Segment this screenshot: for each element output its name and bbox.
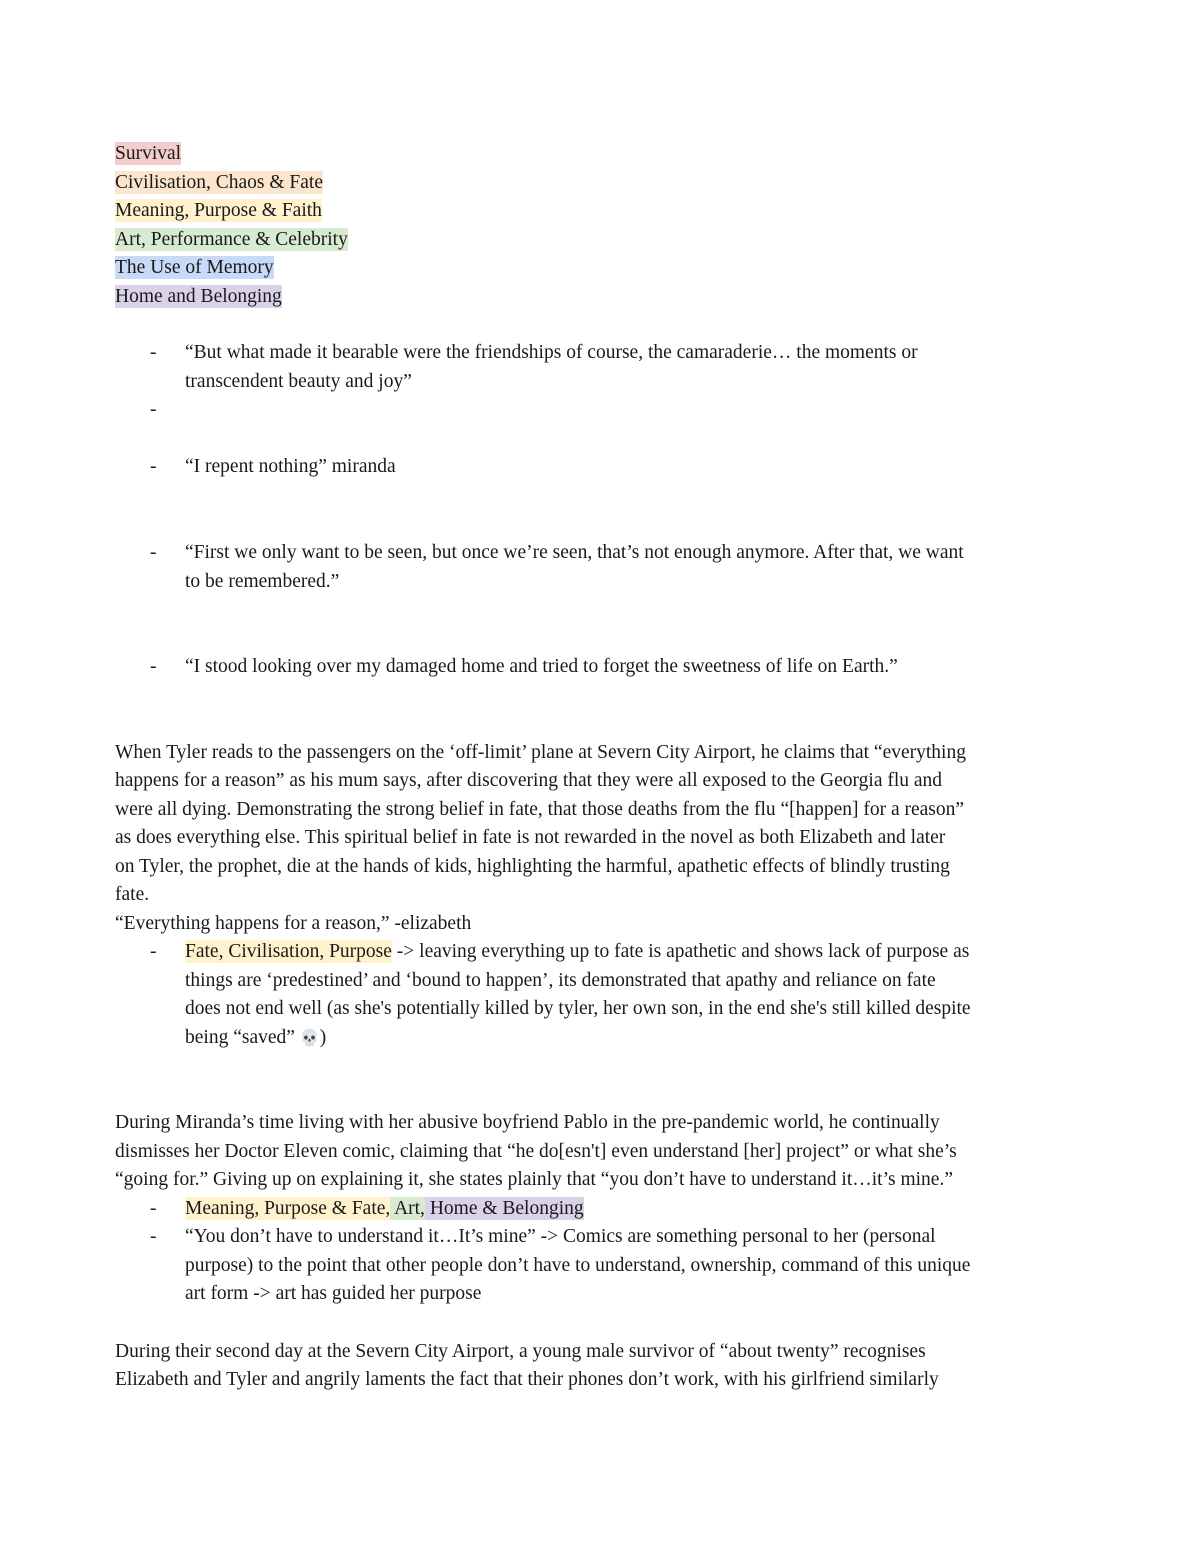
bullet-dash: -	[150, 342, 157, 363]
theme-art: Art, Performance & Celebrity	[115, 228, 348, 250]
paragraph-tyler: When Tyler reads to the passengers on the ‘off-limit’ plane at Severn City Airport, he claims that “everything happens for a reason” as his mum says, after discovering that they were all exposed to the Georgia flu and were all dying. Demonstrating the strong belief in fate, that those deaths from the flu “[happen] for a reason” as does everything else. This spiritual belief in fate is not rewarded in the novel as both Elizabeth and later on Tyler, the prophet, die at the hands of kids, highlighting the harmful, apathetic effects of blindly trusting fate. “Everything happens for a reason,” -elizabeth - Fate, Civilisation, Purpose -> leaving everything up to fate is apathetic and shows lack of purpose as things are ‘predestined’ and ‘bound to happen’, its demonstrated that apathy and reliance on fate does not end well (as she's potentially killed by tyler, her own son, in the end she's still killed despite being “saved” 💀)	[115, 739, 1075, 1053]
bullet-dash: -	[150, 455, 157, 477]
bullet-dash: -	[150, 941, 157, 962]
theme-legend	[115, 140, 1075, 311]
theme-tag: Home & Belonging	[424, 1197, 584, 1219]
theme-tag: Art,	[390, 1197, 425, 1219]
theme-memory: The Use of Memory	[115, 257, 274, 278]
list-item	[115, 396, 1075, 425]
list-item: - “But what made it bearable were the friendships of course, the camaraderie… the moments or transcendent beauty and joy”	[115, 339, 1075, 396]
bullet-dash: -	[150, 1226, 157, 1247]
theme-tag: Meaning, Purpose & Fate,	[185, 1197, 391, 1219]
list-item: - “First we only want to be seen, but once we’re seen, that’s not enough anymore. After that, we want to be remembered.”	[115, 539, 1075, 596]
theme-survival: Survival	[115, 143, 182, 164]
paragraph-airport: During their second day at the Severn City Airport, a young male survivor of “about twenty” recognises Elizabeth and Tyler and angrily laments the fact that their phones don’t work, with his girlfriend similarly	[115, 1340, 939, 1390]
bullet-dash: -	[150, 656, 157, 677]
quote-line: “Everything happens for a reason,” -elizabeth	[115, 912, 472, 934]
list-item: - “I stood looking over my damaged home and tried to forget the sweetness of life on Earth.”	[115, 653, 1075, 682]
list-item: - Fate, Civilisation, Purpose -> leaving everything up to fate is apathetic and shows lack of purpose as things are ‘predestined’ and ‘bound to happen’, its demonstrated that apathy and reliance on fate does not end well (as she's potentially killed by tyler, her own son, in the end she's still killed despite being “saved” 💀)	[115, 938, 1075, 1052]
skull-icon: 💀	[299, 1027, 320, 1047]
bullet-dash: -	[150, 399, 157, 420]
paragraph-miranda: During Miranda’s time living with her abusive boyfriend Pablo in the pre-pandemic world, he continually dismisses her Doctor Eleven comic, claiming that “he do[esn't] even understand [her] project” or what she’s “going for.” Giving up on explaining it, she states plainly that “you don’t have to understand it…it’s mine.” - Meaning, Purpose & Fate, Art, Home & Belonging - “You don’t have to understand it…It’s mine” -> Comics are something personal to her (personal purpose) to the point that other people don’t have to understand, ownership, command of this unique art form -> art has guided her purpose	[115, 1109, 1075, 1309]
list-item: - “You don’t have to understand it…It’s mine” -> Comics are something personal to her (personal purpose) to the point that other people don’t have to understand, ownership, command of this unique art form -> art has guided her purpose	[115, 1223, 1075, 1309]
bullet-dash: -	[150, 542, 157, 563]
bullet-dash: -	[150, 1197, 157, 1219]
document-page	[115, 140, 1075, 1395]
theme-meaning: Meaning, Purpose & Faith	[115, 200, 322, 221]
theme-tag: Fate, Civilisation, Purpose	[185, 941, 392, 962]
list-item: - “I repent nothing” miranda	[115, 453, 1075, 482]
theme-civilisation: Civilisation, Chaos & Fate	[115, 171, 323, 193]
quote-list	[115, 339, 1075, 682]
theme-home: Home and Belonging	[115, 285, 282, 307]
list-item	[115, 1195, 1075, 1224]
